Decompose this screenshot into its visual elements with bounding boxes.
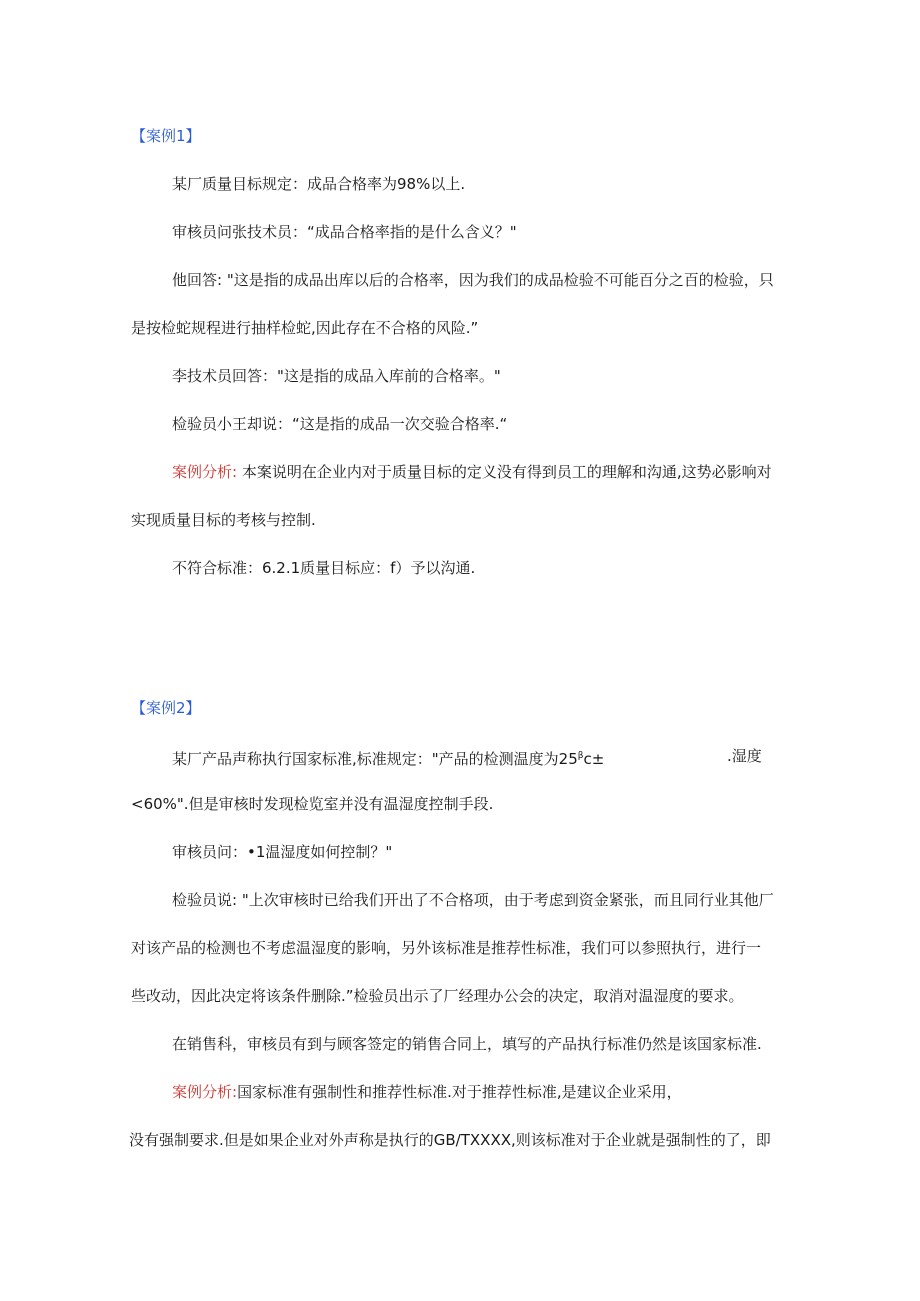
- case1-paragraph-inspector-answer: 检验员小王却说：“这是指的成品一次交验合格率.“: [172, 415, 508, 433]
- case1-paragraph-answer-line1: 他回答: "这是指的成品出库以后的合格率，因为我们的成品检验不可能百分之百的检验，只: [172, 271, 774, 289]
- case2-p1-text-c: .湿度: [727, 747, 762, 765]
- case2-analysis-label: 案例分析:: [172, 1083, 238, 1101]
- case2-p1-text-b: c±: [583, 750, 605, 768]
- case2-paragraph-inspector-line2: 对该产品的检测也不考虑温湿度的影响，另外该标准是推荐性标准，我们可以参照执行，进行一: [131, 939, 762, 957]
- case2-analysis-line1: [172, 1082, 682, 1102]
- case1-analysis-line1: [172, 462, 772, 482]
- case2-paragraph-line1: [172, 746, 604, 769]
- case2-paragraph-sales: 在销售科，审核员有到与顾客签定的销售合同上，填写的产品执行标准仍然是该国家标准.: [172, 1035, 762, 1053]
- case1-heading: 【案例1】: [131, 127, 201, 145]
- case1-paragraph-quality-target: 某厂质量目标规定：成品合格率为98%以上.: [172, 175, 466, 193]
- case2-analysis-line2: 没有强制要求.但是如果企业对外声称是执行的GB/TXXXX,则该标准对于企业就是强制性的了，即: [129, 1131, 771, 1149]
- case2-paragraph-inspector-line3: 些改动，因此决定将该条件删除.”检验员出示了厂经理办公会的决定，取消对温湿度的要求。: [131, 987, 744, 1005]
- case1-paragraph-answer-line2: 是按检蛇规程进行抽样检蛇,因此存在不合格的风险.”: [131, 319, 479, 337]
- case2-p1-superscript: β: [577, 751, 584, 761]
- case2-paragraph-inspector-line1: 检验员说: "上次审核时已给我们开出了不合格项，由于考虑到资金紧张，而且同行业其他厂: [172, 891, 774, 909]
- case2-analysis-text: 国家标准有强制性和推荐性标准.对于推荐性标准,是建议企业采用，: [237, 1083, 682, 1101]
- case2-paragraph-auditor-question: 审核员问：•1温湿度如何控制？": [172, 843, 393, 861]
- case2-heading: 【案例2】: [131, 699, 201, 717]
- case1-nonconformity: 不符合标准：6.2.1质量目标应：f）予以沟通.: [172, 559, 476, 577]
- case1-analysis-label: 案例分析:: [172, 463, 238, 481]
- case2-p1-text-a: 某厂产品声称执行国家标准,标准规定："产品的检测温度为25: [172, 750, 578, 768]
- case2-paragraph-line2: <60%".但是审核时发现检览室并没有温湿度控制手段.: [131, 795, 494, 813]
- case1-paragraph-auditor-question: 审核员问张技术员：“成品合格率指的是什么含义？": [172, 223, 517, 241]
- case1-analysis-line2: 实现质量目标的考核与控制.: [131, 511, 316, 529]
- case1-paragraph-li-answer: 李技术员回答："这是指的成品入库前的合格率。": [172, 367, 501, 385]
- case1-analysis-text: 本案说明在企业内对于质量目标的定义没有得到员工的理解和沟通,这势必影响对: [237, 463, 772, 481]
